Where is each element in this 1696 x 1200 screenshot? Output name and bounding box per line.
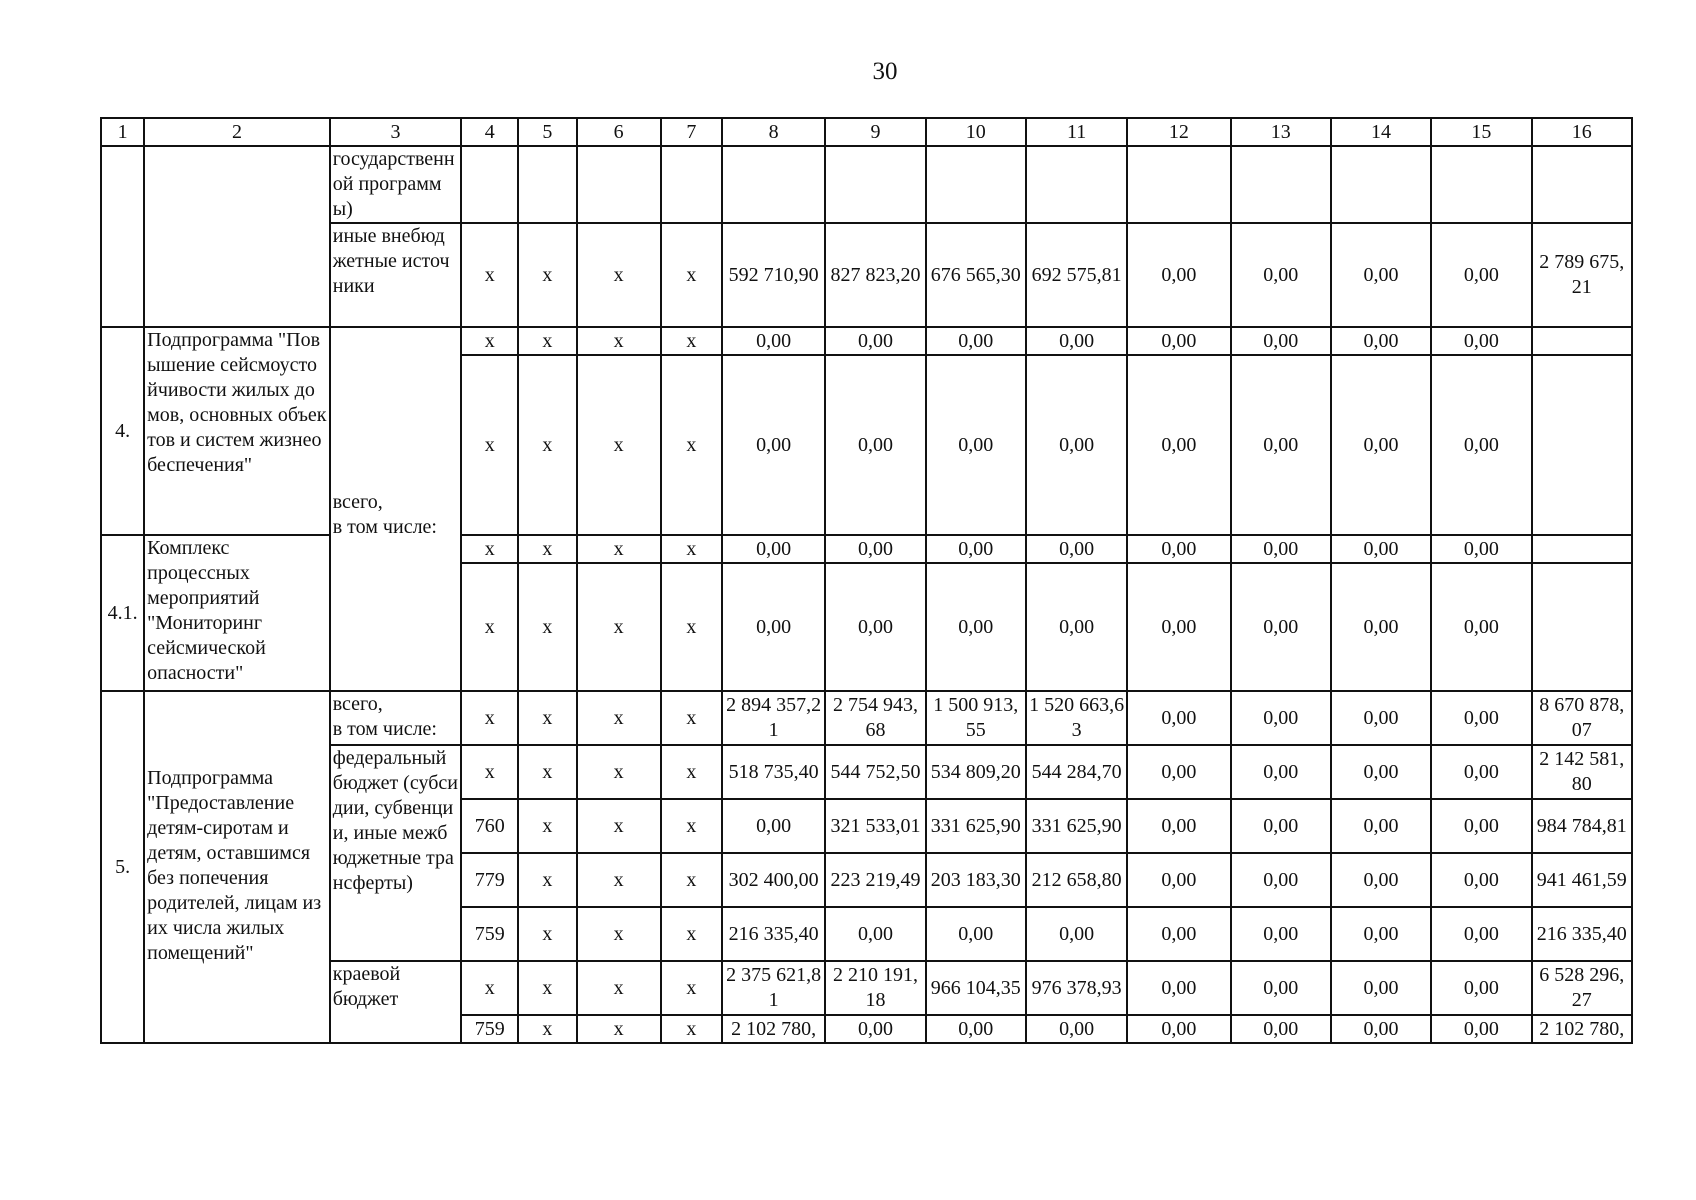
- table-cell: 0,00: [1331, 745, 1431, 799]
- table-cell: х: [577, 563, 661, 691]
- table-cell: х: [661, 745, 722, 799]
- table-cell: 0,00: [1127, 563, 1230, 691]
- section-name: Подпрограмма "Предоставление детям-сиротам и детям, оставшимся без попечения родителей, лицам из их числа жилых помещений": [144, 691, 330, 1043]
- table-cell: 0,00: [1431, 327, 1531, 355]
- table-cell: 544 752,50: [825, 745, 925, 799]
- table-cell: х: [518, 691, 576, 745]
- table-cell: 212 658,80: [1026, 853, 1127, 907]
- table-cell: 0,00: [825, 563, 925, 691]
- table-cell: 0,00: [1431, 563, 1531, 691]
- col-header: 3: [330, 118, 461, 146]
- table-cell: 0,00: [1127, 745, 1230, 799]
- table-cell: 0,00: [722, 799, 825, 853]
- table-cell: х: [661, 799, 722, 853]
- table-cell: х: [461, 961, 518, 1015]
- table-cell: х: [577, 1015, 661, 1043]
- table-cell: х: [661, 563, 722, 691]
- table-cell: иные внебюджетные источники: [330, 223, 461, 327]
- table-cell: 0,00: [1026, 1015, 1127, 1043]
- table-cell: 759: [461, 907, 518, 961]
- table-cell: 0,00: [1231, 223, 1331, 327]
- section-number: 4.1.: [101, 535, 144, 691]
- table-cell: 518 735,40: [722, 745, 825, 799]
- table-cell: х: [577, 691, 661, 745]
- table-cell: 0,00: [825, 535, 925, 563]
- section-number: 5.: [101, 691, 144, 1043]
- table-cell: х: [461, 355, 518, 535]
- table-cell: [1026, 146, 1127, 223]
- section-number: 4.: [101, 327, 144, 535]
- table-cell: 216 335,40: [1532, 907, 1632, 961]
- table-cell: х: [661, 961, 722, 1015]
- table-cell: 2 210 191,18: [825, 961, 925, 1015]
- table-cell: 0,00: [1331, 223, 1431, 327]
- table-cell: 0,00: [1331, 563, 1431, 691]
- table-cell: 534 809,20: [926, 745, 1026, 799]
- table-cell: х: [518, 223, 576, 327]
- table-cell: х: [577, 223, 661, 327]
- table-cell: 0,00: [1127, 691, 1230, 745]
- table-cell: х: [661, 853, 722, 907]
- table-cell: [722, 146, 825, 223]
- table-cell: [1431, 146, 1531, 223]
- table-cell: х: [461, 745, 518, 799]
- table-cell: 0,00: [926, 563, 1026, 691]
- col-header: 7: [661, 118, 722, 146]
- col-header: 15: [1431, 118, 1531, 146]
- table-row: [101, 745, 1632, 799]
- table-cell: 0,00: [825, 355, 925, 535]
- table-cell: 592 710,90: [722, 223, 825, 327]
- table-cell: х: [577, 745, 661, 799]
- col-header: 9: [825, 118, 925, 146]
- table-cell: 779: [461, 853, 518, 907]
- table-cell: 6 528 296,27: [1532, 961, 1632, 1015]
- table-cell: х: [661, 535, 722, 563]
- table-row: [101, 327, 1632, 355]
- table-cell: х: [577, 907, 661, 961]
- table-cell: 0,00: [926, 1015, 1026, 1043]
- col-header: 5: [518, 118, 576, 146]
- table-cell: 1 520 663,63: [1026, 691, 1127, 745]
- table-cell: х: [661, 327, 722, 355]
- table-cell: 0,00: [1331, 355, 1431, 535]
- table-cell: х: [661, 1015, 722, 1043]
- table-cell: 331 625,90: [926, 799, 1026, 853]
- table-cell: 2 894 357,21: [722, 691, 825, 745]
- table-cell: 0,00: [1431, 745, 1531, 799]
- col-header: 16: [1532, 118, 1632, 146]
- col-header: 8: [722, 118, 825, 146]
- table-cell: 0,00: [1231, 745, 1331, 799]
- table-cell: 0,00: [1331, 799, 1431, 853]
- table-cell: х: [518, 355, 576, 535]
- table-cell: х: [518, 853, 576, 907]
- table-cell: 0,00: [1231, 961, 1331, 1015]
- table-cell: [144, 146, 330, 327]
- table-cell: 759: [461, 1015, 518, 1043]
- table-cell: х: [577, 535, 661, 563]
- table-cell: х: [577, 327, 661, 355]
- table-cell: 0,00: [1026, 563, 1127, 691]
- table-cell: [518, 146, 576, 223]
- table-cell: федеральный бюджет (субсидии, субвенции, иные межбюджетные трансферты): [330, 745, 461, 961]
- table-cell: 0,00: [1431, 535, 1531, 563]
- table-cell: [1532, 355, 1632, 535]
- table-cell: 0,00: [1431, 1015, 1531, 1043]
- col-header: 4: [461, 118, 518, 146]
- table-cell: 0,00: [926, 355, 1026, 535]
- table-cell: 0,00: [722, 535, 825, 563]
- table-cell: [661, 146, 722, 223]
- table-cell: 0,00: [1127, 853, 1230, 907]
- table-cell: 2 789 675,21: [1532, 223, 1632, 327]
- table-cell: х: [577, 853, 661, 907]
- table-cell: 0,00: [1431, 355, 1531, 535]
- table-cell: 216 335,40: [722, 907, 825, 961]
- col-header: 12: [1127, 118, 1230, 146]
- table-cell: 2 754 943,68: [825, 691, 925, 745]
- table-cell: 2 375 621,81: [722, 961, 825, 1015]
- table-cell: [1532, 146, 1632, 223]
- table-cell: [1532, 563, 1632, 691]
- header-row: [101, 118, 1632, 146]
- table-cell: 321 533,01: [825, 799, 925, 853]
- col-header: 6: [577, 118, 661, 146]
- table-cell: 0,00: [926, 907, 1026, 961]
- table-cell: всего, в том числе:: [330, 327, 461, 691]
- table-cell: 0,00: [1127, 223, 1230, 327]
- table-cell: 0,00: [1331, 961, 1431, 1015]
- table-cell: х: [577, 355, 661, 535]
- table-cell: 0,00: [1231, 563, 1331, 691]
- table-cell: 0,00: [1026, 327, 1127, 355]
- table-cell: 941 461,59: [1532, 853, 1632, 907]
- table-cell: 1 500 913,55: [926, 691, 1026, 745]
- table-cell: 827 823,20: [825, 223, 925, 327]
- table-cell: [101, 146, 144, 327]
- table-cell: х: [518, 799, 576, 853]
- table-cell: 0,00: [1231, 355, 1331, 535]
- section-name: Комплекс процессных мероприятий "Мониторинг сейсмической опасности": [144, 535, 330, 691]
- table-cell: 0,00: [1331, 535, 1431, 563]
- table-cell: 302 400,00: [722, 853, 825, 907]
- col-header: 13: [1231, 118, 1331, 146]
- col-header: 2: [144, 118, 330, 146]
- table-cell: х: [518, 961, 576, 1015]
- table-cell: 0,00: [1026, 907, 1127, 961]
- table-cell: 0,00: [1231, 1015, 1331, 1043]
- table-cell: 0,00: [825, 907, 925, 961]
- table-cell: государственной программы): [330, 146, 461, 223]
- table-cell: х: [518, 745, 576, 799]
- table-cell: х: [661, 907, 722, 961]
- table-cell: х: [461, 535, 518, 563]
- table-cell: 0,00: [1127, 355, 1230, 535]
- table-cell: 203 183,30: [926, 853, 1026, 907]
- table-cell: 0,00: [825, 327, 925, 355]
- table-cell: 0,00: [1127, 535, 1230, 563]
- table-cell: 0,00: [1331, 327, 1431, 355]
- table-cell: 2 142 581,80: [1532, 745, 1632, 799]
- table-cell: 223 219,49: [825, 853, 925, 907]
- table-cell: 0,00: [1231, 907, 1331, 961]
- table-cell: 0,00: [1431, 907, 1531, 961]
- table-row: [101, 223, 1632, 327]
- table-row: [101, 146, 1632, 223]
- table-cell: 966 104,35: [926, 961, 1026, 1015]
- table-cell: х: [577, 799, 661, 853]
- table-cell: 0,00: [1231, 535, 1331, 563]
- table-cell: х: [461, 223, 518, 327]
- table-row: [101, 961, 1632, 1015]
- table-cell: [825, 146, 925, 223]
- table-cell: 0,00: [1331, 907, 1431, 961]
- table-cell: 676 565,30: [926, 223, 1026, 327]
- table-cell: 0,00: [926, 535, 1026, 563]
- table-cell: [926, 146, 1026, 223]
- table-cell: 0,00: [1331, 1015, 1431, 1043]
- table-cell: 0,00: [1331, 853, 1431, 907]
- table-cell: 0,00: [722, 327, 825, 355]
- col-header: 1: [101, 118, 144, 146]
- table-cell: 0,00: [1026, 355, 1127, 535]
- table-cell: х: [461, 691, 518, 745]
- table-cell: 760: [461, 799, 518, 853]
- table-cell: 0,00: [1127, 961, 1230, 1015]
- table-cell: краевой бюджет: [330, 961, 461, 1043]
- table-cell: х: [577, 961, 661, 1015]
- table-cell: х: [661, 223, 722, 327]
- table-cell: 0,00: [1431, 223, 1531, 327]
- table-cell: 331 625,90: [1026, 799, 1127, 853]
- table-cell: 0,00: [1431, 961, 1531, 1015]
- table-cell: 0,00: [1431, 799, 1531, 853]
- table-cell: [577, 146, 661, 223]
- table-cell: 976 378,93: [1026, 961, 1127, 1015]
- table-cell: [1532, 535, 1632, 563]
- table-cell: 0,00: [1231, 799, 1331, 853]
- table-cell: 2 102 780,: [722, 1015, 825, 1043]
- table-cell: 0,00: [1127, 907, 1230, 961]
- col-header: 11: [1026, 118, 1127, 146]
- table-cell: 0,00: [1431, 691, 1531, 745]
- table-cell: 8 670 878,07: [1532, 691, 1632, 745]
- table-cell: 0,00: [1231, 853, 1331, 907]
- section-name: Подпрограмма "Повышение сейсмоустойчивости жилых домов, основных объектов и систем жизнеобеспечения": [144, 327, 330, 535]
- table-cell: 0,00: [1331, 691, 1431, 745]
- table-cell: 0,00: [926, 327, 1026, 355]
- table-cell: 0,00: [825, 1015, 925, 1043]
- table-cell: х: [661, 691, 722, 745]
- table-row: [101, 691, 1632, 745]
- table-cell: х: [518, 563, 576, 691]
- table-cell: 0,00: [1026, 535, 1127, 563]
- table-cell: 544 284,70: [1026, 745, 1127, 799]
- table-cell: 0,00: [1127, 1015, 1230, 1043]
- table-cell: х: [518, 1015, 576, 1043]
- table-cell: всего, в том числе:: [330, 691, 461, 745]
- table-cell: [1532, 327, 1632, 355]
- table-cell: х: [461, 563, 518, 691]
- table-cell: 0,00: [1127, 799, 1230, 853]
- col-header: 14: [1331, 118, 1431, 146]
- table-cell: х: [518, 907, 576, 961]
- table-cell: х: [461, 327, 518, 355]
- table-cell: [1231, 146, 1331, 223]
- col-header: 10: [926, 118, 1026, 146]
- table-cell: х: [661, 355, 722, 535]
- page-number: 30: [872, 58, 898, 85]
- table-cell: 0,00: [722, 563, 825, 691]
- table-cell: [461, 146, 518, 223]
- table-cell: 0,00: [1231, 691, 1331, 745]
- table-cell: [1331, 146, 1431, 223]
- table-cell: 692 575,81: [1026, 223, 1127, 327]
- budget-table: [100, 117, 1633, 1044]
- table-cell: 0,00: [1127, 327, 1230, 355]
- table-cell: [1127, 146, 1230, 223]
- table-cell: 984 784,81: [1532, 799, 1632, 853]
- table-cell: 2 102 780,: [1532, 1015, 1632, 1043]
- table-cell: 0,00: [1431, 853, 1531, 907]
- table-cell: 0,00: [1231, 327, 1331, 355]
- table-cell: 0,00: [722, 355, 825, 535]
- table-cell: х: [518, 535, 576, 563]
- table-cell: х: [518, 327, 576, 355]
